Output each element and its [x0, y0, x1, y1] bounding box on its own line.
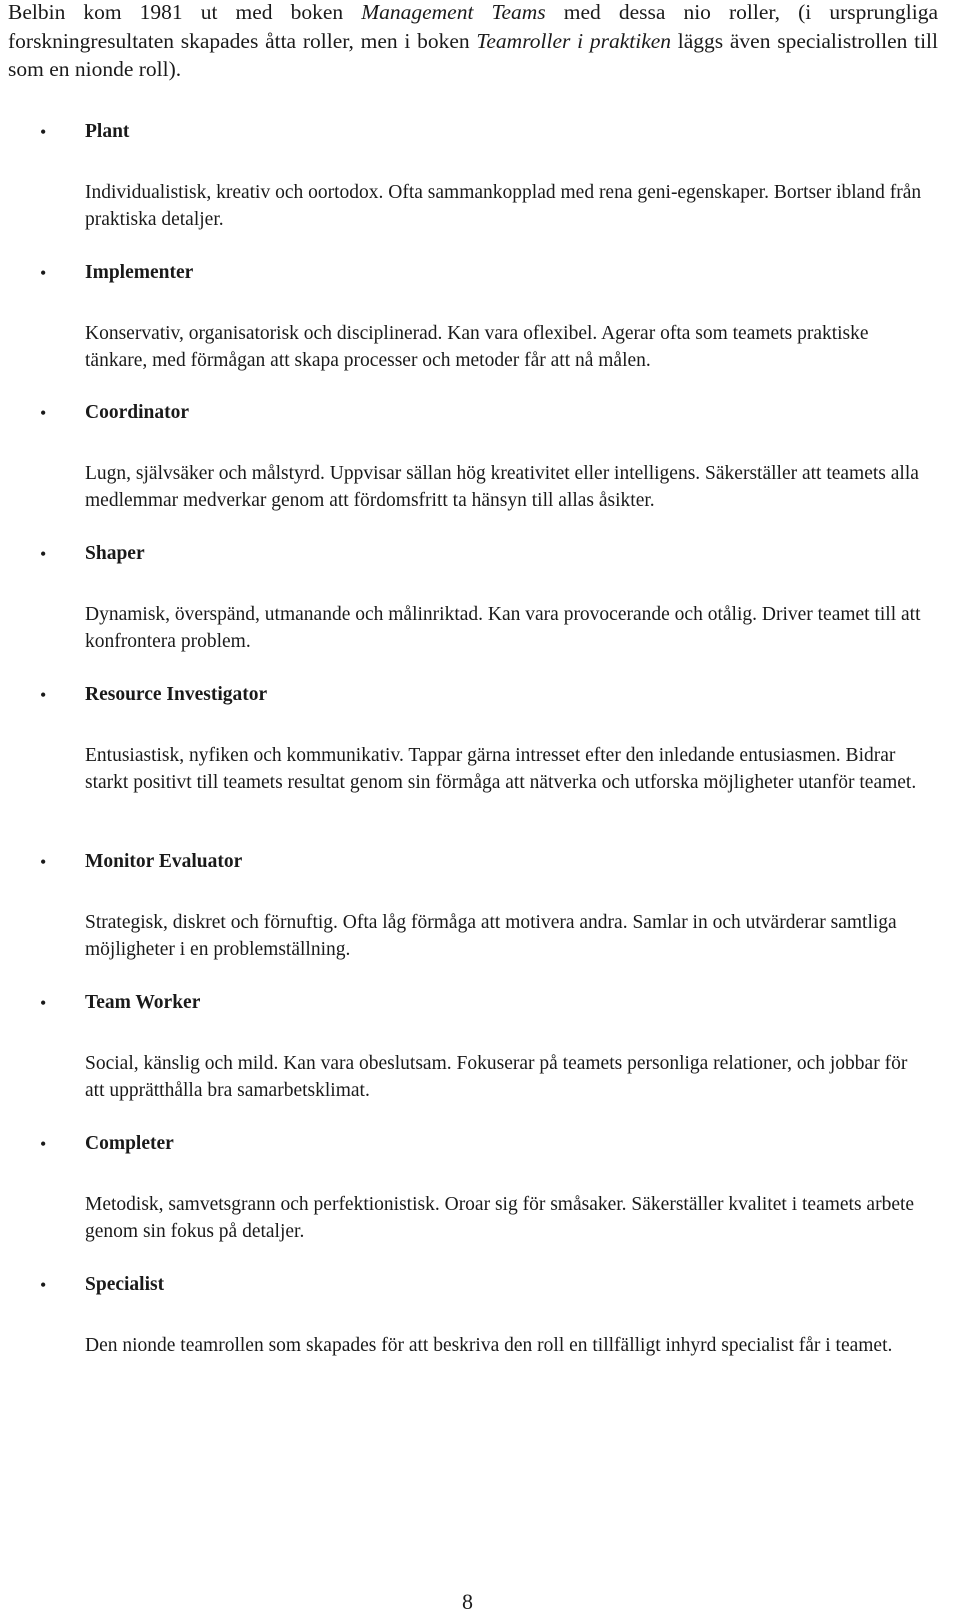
- role-description: Den nionde teamrollen som skapades för att beskriva den roll en tillfälligt inhyrd specialist får i teamet.: [85, 1335, 893, 1356]
- role-title: Coordinator: [85, 402, 189, 423]
- role-description: Lugn, självsäker och målstyrd. Uppvisar sällan hög kreativitet eller intelligens. Säkerställer att teamets alla medlemmar medverkar genom att fördomsfritt ta hänsyn till allas åsikter.: [85, 463, 919, 511]
- role-title: Team Worker: [85, 992, 201, 1013]
- role-title: Specialist: [85, 1274, 165, 1295]
- bullet-icon: •: [40, 403, 47, 423]
- role-description: Dynamisk, överspänd, utmanande och målinriktad. Kan vara provocerande och otålig. Driver teamet till att konfrontera problem.: [85, 604, 921, 652]
- role-title: Completer: [85, 1133, 174, 1154]
- intro-paragraph: [8, 0, 938, 84]
- role-description: Individualistisk, kreativ och oortodox. Ofta sammankopplad med rena geni-egenskaper. Bortser ibland från praktiska detaljer.: [85, 182, 922, 230]
- intro-text-1: Belbin kom 1981 ut med boken: [8, 0, 362, 24]
- bullet-icon: •: [40, 122, 47, 142]
- role-description: Social, känslig och mild. Kan vara obeslutsam. Fokuserar på teamets personliga relationer, och jobbar för att upprätthålla bra samarbetsklimat.: [85, 1053, 908, 1101]
- role-description: Konservativ, organisatorisk och disciplinerad. Kan vara oflexibel. Agerar ofta som teamets praktiske tänkare, med förmågan att skapa processer och metoder får att nå målen.: [85, 323, 869, 371]
- intro-text-3: läggs även specialistrollen till som en nionde roll).: [8, 28, 938, 81]
- role-title: Implementer: [85, 262, 194, 283]
- page-number: 8: [462, 1589, 473, 1614]
- bullet-icon: •: [40, 993, 47, 1013]
- role-description: Entusiastisk, nyfiken och kommunikativ. Tappar gärna intresset efter den inledande entusiasmen. Bidrar starkt positivt till teamets resultat genom sin förmåga att nätverka och utforska möjligheter utanför teamet.: [85, 745, 917, 793]
- role-description: Metodisk, samvetsgrann och perfektionistisk. Oroar sig för småsaker. Säkerställer kvalitet i teamets arbete genom sin fokus på detaljer.: [85, 1194, 915, 1242]
- bullet-icon: •: [40, 1275, 47, 1295]
- role-title: Monitor Evaluator: [85, 851, 243, 872]
- bullet-icon: •: [40, 544, 47, 564]
- bullet-icon: •: [40, 852, 47, 872]
- role-title: Shaper: [85, 543, 145, 564]
- bullet-icon: •: [40, 1134, 47, 1154]
- bullet-icon: •: [40, 685, 47, 705]
- intro-text-2: med dessa nio roller, (i ursprungliga forskningresultaten skapades åtta roller, men i boken: [8, 0, 938, 53]
- book-title-management-teams: Management Teams: [361, 0, 546, 24]
- role-title: Plant: [85, 121, 130, 142]
- role-description: Strategisk, diskret och förnuftig. Ofta låg förmåga att motivera andra. Samlar in och utvärderar samtliga möjligheter i en problemställning.: [85, 912, 897, 960]
- book-title-teamroller: Teamroller i praktiken: [476, 28, 672, 53]
- bullet-icon: •: [40, 263, 47, 283]
- role-title: Resource Investigator: [85, 684, 268, 705]
